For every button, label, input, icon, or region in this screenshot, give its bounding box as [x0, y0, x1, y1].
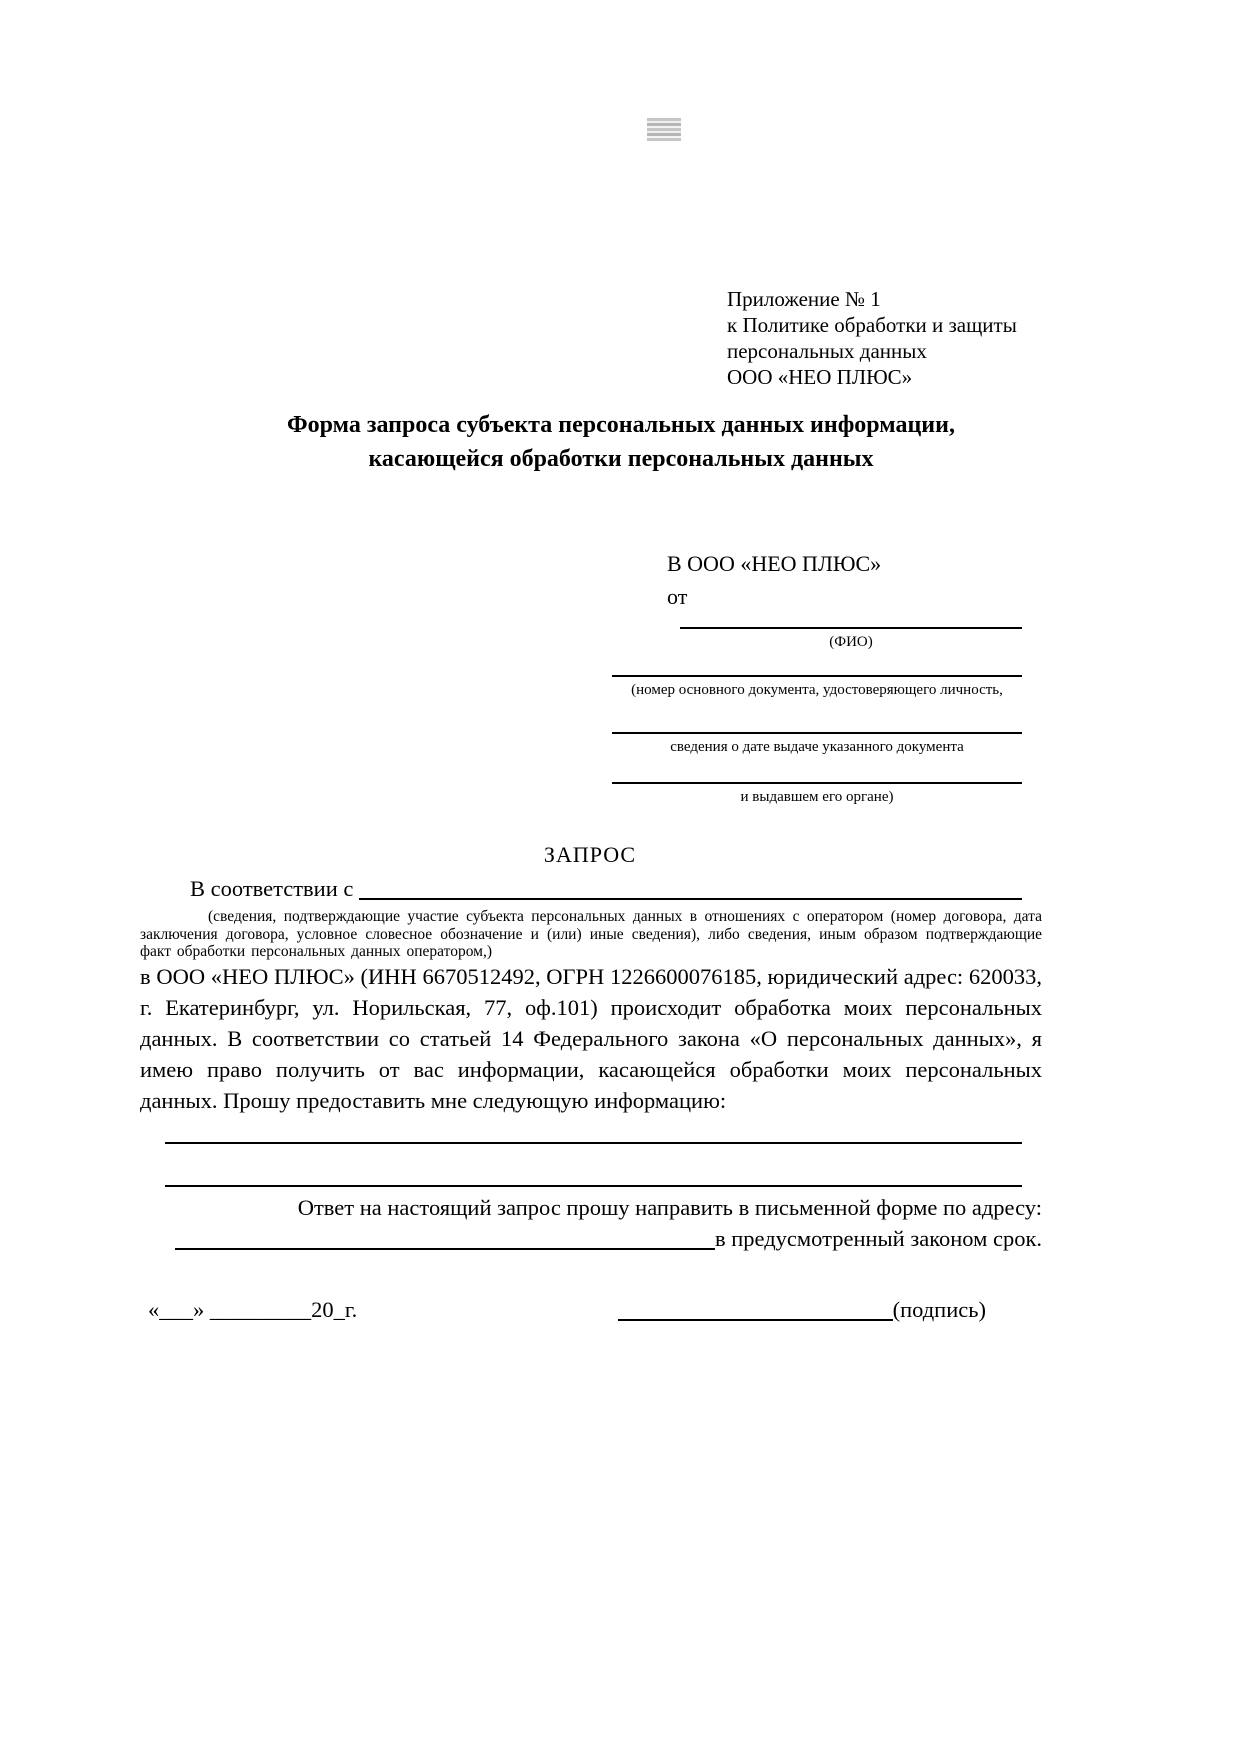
document-title-line2: касающейся обработки персональных данных: [368, 446, 874, 472]
addressee-from-label: от: [667, 584, 688, 609]
information-blank-line-1: [165, 1142, 1022, 1144]
appendix-line: к Политике обработки и защиты: [727, 313, 1017, 337]
issuing-authority-blank-line: [612, 782, 1022, 784]
reply-address-row: [140, 1223, 1042, 1254]
request-intro-text: В соответствии с: [190, 876, 360, 901]
request-footnote: (сведения, подтверждающие участие субъекта персональных данных в отношениях с оператором (номер договора, дата заключения договора, условное словесное обозначение и (или) иные сведения), либо сведения, иным образом подтверждающие факт обработки персональных данных оператором,): [140, 908, 1042, 960]
addressee-organization: В ООО «НЕО ПЛЮС»: [667, 551, 882, 576]
reply-address-blank-line: [175, 1247, 715, 1250]
signature-blank-line: [618, 1319, 893, 1321]
document-number-blank-line: [612, 675, 1022, 677]
reply-term-text: в предусмотренный законом срок.: [715, 1226, 1042, 1251]
signoff-row: [148, 1295, 986, 1325]
request-body-paragraph: в ООО «НЕО ПЛЮС» (ИНН 6670512492, ОГРН 1226600076185, юридический адрес: 620033, г. Екатеринбург, ул. Норильская, 77, оф.101) происходит обработка моих персональных данных. В соответствии со статьей 14 Федерального закона «О персональных данных», я имею право получить от вас информации, касающейся обработки моих персональных данных. Прошу предоставить мне следующую информацию:: [140, 964, 1042, 1113]
appendix-line: персональных данных: [727, 339, 927, 363]
document-title: [121, 408, 1121, 476]
blurred-logo-image: [647, 118, 681, 141]
fio-caption: (ФИО): [829, 634, 873, 650]
information-blank-line-2: [165, 1185, 1022, 1187]
document-title-line1: Форма запроса субъекта персональных данных информации,: [287, 412, 955, 438]
fio-blank-line: [680, 627, 1022, 629]
request-intro-row: [140, 874, 1022, 904]
issuing-authority-caption: и выдавшем его органе): [740, 789, 894, 805]
appendix-line: ООО «НЕО ПЛЮС»: [727, 365, 913, 389]
request-basis-blank-line: [359, 897, 1022, 900]
reply-request-line: Ответ на настоящий запрос прошу направить в письменной форме по адресу:: [297, 1195, 1042, 1220]
appendix-block: [727, 286, 1147, 390]
issue-date-blank-line: [612, 732, 1022, 734]
signature-group: [618, 1295, 986, 1325]
document-number-caption: (номер основного документа, удостоверяющего личность,: [631, 682, 1003, 698]
date-blank-text: «___» _________20_г.: [148, 1297, 358, 1322]
signature-caption: (подпись): [892, 1297, 986, 1322]
issue-date-caption: сведения о дате выдаче указанного документа: [670, 739, 964, 755]
request-heading: ЗАПРОС: [543, 842, 637, 867]
appendix-line: Приложение № 1: [727, 287, 881, 311]
